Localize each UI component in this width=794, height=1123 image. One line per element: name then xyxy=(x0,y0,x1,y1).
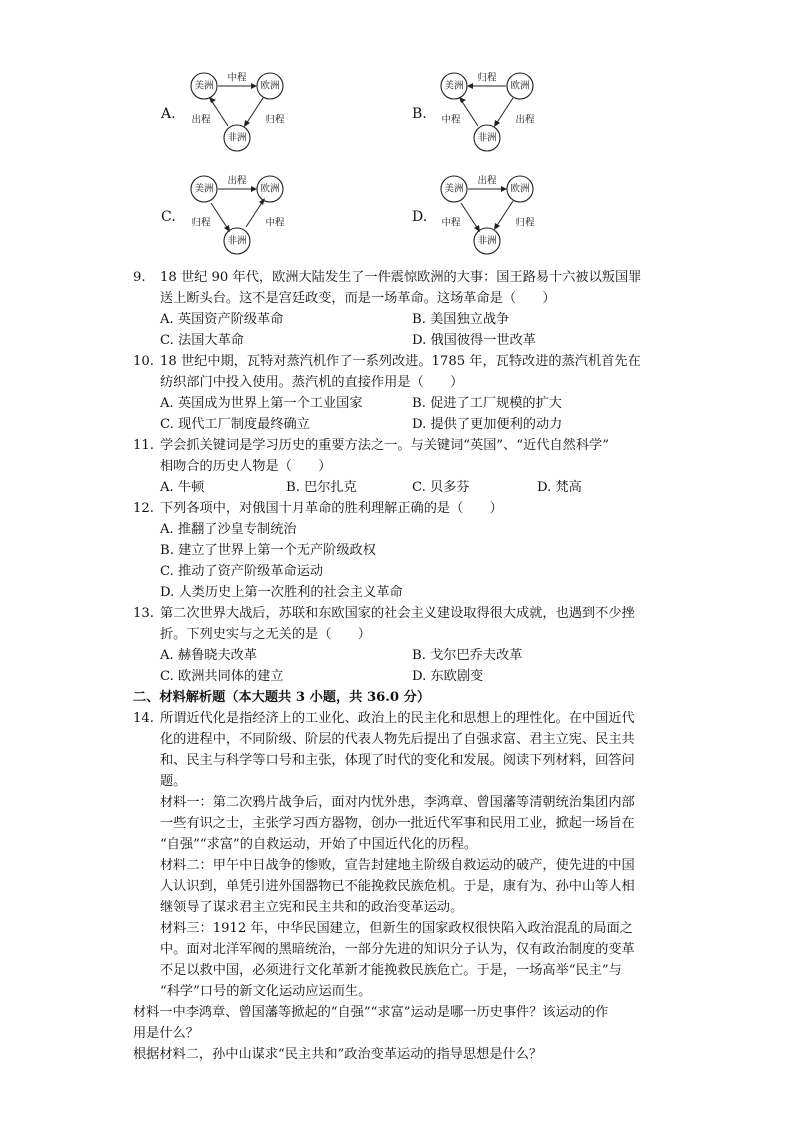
label-left: 归程 xyxy=(191,217,211,229)
choice-b[interactable]: B. 建立了世界上第一个无产阶级政权 xyxy=(160,543,376,558)
material-two: 人认识到，单凭引进外国器物已不能挽救民族危机。于是，康有为、孙中山等人相 xyxy=(160,879,635,894)
triangle-trade-diagram-c xyxy=(186,173,286,259)
question-number: 9. xyxy=(133,270,146,285)
material-three: 材料三：1912 年，中华民国建立，但新生的国家政权很快陷入政治混乱的局面之 xyxy=(160,921,633,936)
choice-a[interactable]: A. 英国资产阶级革命 xyxy=(160,312,284,327)
choice-a[interactable]: A. 推翻了沙皇专制统治 xyxy=(160,522,297,537)
question-intro: 所谓近代化是指经济上的工业化、政治上的民主化和思想上的理性化。在中国近代 xyxy=(160,711,635,726)
node-africa-label: 非洲 xyxy=(227,235,247,247)
node-europe-label: 欧洲 xyxy=(260,80,280,92)
choice-c[interactable]: C. 现代工厂制度最终确立 xyxy=(160,417,310,432)
question-stem: 18 世纪 90 年代，欧洲大陆发生了一件震惊欧洲的大事：国王路易十六被以叛国罪 xyxy=(160,270,642,285)
node-europe-label: 欧洲 xyxy=(260,183,280,195)
choice-d[interactable]: D. 东欧剧变 xyxy=(412,669,484,684)
choice-a[interactable]: A. 赫鲁晓夫改革 xyxy=(160,648,258,663)
label-left: 出程 xyxy=(191,114,211,126)
question-number: 11. xyxy=(133,438,154,453)
question-number: 14. xyxy=(133,711,154,726)
arrow-right xyxy=(246,98,263,124)
question-stem: 送上断头台。这不是宫廷政变，而是一场革命。这场革命是（ ） xyxy=(160,291,556,306)
sub-question-2: 根据材料二，孙中山谋求“民主共和”政治变革运动的指导思想是什么？ xyxy=(133,1047,543,1062)
node-america-label: 美洲 xyxy=(444,183,464,195)
choice-b[interactable]: B. 戈尔巴乔夫改革 xyxy=(412,648,523,663)
question-stem: 学会抓关键词是学习历史的重要方法之一。与关键词“英国”、“近代自然科学” xyxy=(160,438,609,453)
arrow-left xyxy=(461,100,478,126)
question-number: 10. xyxy=(133,354,154,369)
material-one: 材料一：第二次鸦片战争后，面对内忧外患，李鸿章、曾国藩等清朝统治集团内部 xyxy=(160,795,635,810)
arrow-right xyxy=(496,98,513,124)
material-three: “科学”口号的新文化运动应运而生。 xyxy=(160,984,372,999)
arrow-left xyxy=(211,100,228,126)
material-three: 中。面对北洋军阀的黑暗统治，一部分先进的知识分子认为，仅有政治制度的变革 xyxy=(160,942,635,957)
choice-c[interactable]: C. 欧洲共同体的建立 xyxy=(160,669,284,684)
label-right: 归程 xyxy=(265,114,285,126)
node-africa-label: 非洲 xyxy=(477,132,497,144)
question-stem: 第二次世界大战后，苏联和东欧国家的社会主义建设取得很大成就，也遇到不少挫 xyxy=(160,606,635,621)
choice-b[interactable]: B. 促进了工厂规模的扩大 xyxy=(412,396,562,411)
question-stem: 相吻合的历史人物是（ ） xyxy=(160,459,332,474)
label-left: 中程 xyxy=(441,217,461,229)
option-a-letter: A. xyxy=(161,106,176,122)
option-b-letter: B. xyxy=(412,106,427,122)
section-heading: 二、材料解析题（本大题共 3 小题，共 36.0 分） xyxy=(133,690,431,705)
choice-b[interactable]: B. 美国独立战争 xyxy=(412,312,510,327)
label-top: 中程 xyxy=(227,72,247,84)
option-d-letter: D. xyxy=(412,209,428,225)
arrowhead-left xyxy=(224,225,230,232)
question-number: 13. xyxy=(133,606,154,621)
question-stem: 下列各项中，对俄国十月革命的胜利理解正确的是（ ） xyxy=(160,501,503,516)
question-intro: 题。 xyxy=(160,774,187,789)
sub-question-1: 材料一中李鸿章、曾国藩等掀起的“自强”“求富”运动是哪一历史事件？该运动的作 xyxy=(133,1005,609,1020)
arrowhead-top xyxy=(501,186,507,192)
arrowhead-left xyxy=(474,225,480,232)
choice-c[interactable]: C. 贝多芬 xyxy=(412,480,470,495)
node-america-label: 美洲 xyxy=(444,80,464,92)
triangle-trade-diagram-a xyxy=(186,70,286,156)
choice-c[interactable]: C. 推动了资产阶级革命运动 xyxy=(160,564,324,579)
arrowhead-top xyxy=(251,186,257,192)
choice-d[interactable]: D. 梵高 xyxy=(537,480,582,495)
question-stem: 18 世纪中期，瓦特对蒸汽机作了一系列改进。1785 年，瓦特改进的蒸汽机首先在 xyxy=(160,354,641,369)
node-europe-label: 欧洲 xyxy=(510,183,530,195)
arrowhead-right xyxy=(244,120,250,127)
material-two: 继领导了谋求君主立宪和民主共和的政治变革运动。 xyxy=(160,900,464,915)
arrow-right xyxy=(246,201,263,227)
label-top: 出程 xyxy=(477,175,497,187)
material-three: 不足以救中国，必须进行文化革新才能挽救民族危亡。于是，一场高举“民主”与 xyxy=(160,963,622,978)
choice-d[interactable]: D. 提供了更加便利的动力 xyxy=(412,417,563,432)
node-america-label: 美洲 xyxy=(194,80,214,92)
arrow-right xyxy=(496,201,513,227)
choice-a[interactable]: A. 英国成为世界上第一个工业国家 xyxy=(160,396,363,411)
arrowhead-left xyxy=(209,97,216,103)
choice-d[interactable]: D. 俄国彼得一世改革 xyxy=(412,333,536,348)
arrowhead-right xyxy=(494,223,500,230)
arrowhead-top xyxy=(467,83,473,89)
choice-a[interactable]: A. 牛顿 xyxy=(160,480,205,495)
label-right: 归程 xyxy=(515,217,535,229)
arrowhead-right xyxy=(494,120,500,127)
question-stem: 纺织部门中投入使用。蒸汽机的直接作用是（ ） xyxy=(160,375,464,390)
arrow-left xyxy=(211,203,228,229)
material-one: 一些有识之士，主张学习西方器物，创办一批近代军事和民用工业，掀起一场旨在 xyxy=(160,816,635,831)
node-africa-label: 非洲 xyxy=(227,132,247,144)
label-left: 中程 xyxy=(441,114,461,126)
label-right: 中程 xyxy=(265,217,285,229)
option-c-letter: C. xyxy=(161,209,176,225)
choice-c[interactable]: C. 法国大革命 xyxy=(160,333,244,348)
sub-question-1: 用是什么？ xyxy=(133,1026,199,1041)
arrow-left xyxy=(461,203,478,229)
node-europe-label: 欧洲 xyxy=(510,80,530,92)
material-two: 材料二：甲午中日战争的惨败，宣告封建地主阶级自救运动的破产，使先进的中国 xyxy=(160,858,635,873)
choice-d[interactable]: D. 人类历史上第一次胜利的社会主义革命 xyxy=(160,585,403,600)
material-one: “自强”“求富”的自救运动，开始了中国近代化的历程。 xyxy=(160,837,478,852)
node-america-label: 美洲 xyxy=(194,183,214,195)
triangle-trade-diagram-d xyxy=(436,173,536,259)
triangle-trade-diagram-b xyxy=(436,70,536,156)
question-intro: 化的进程中，不同阶级、阶层的代表人物先后提出了自强求富、君主立宪、民主共 xyxy=(160,732,635,747)
node-africa-label: 非洲 xyxy=(477,235,497,247)
arrowhead-left xyxy=(459,97,466,103)
choice-b[interactable]: B. 巴尔扎克 xyxy=(286,480,357,495)
arrowhead-top xyxy=(251,83,257,89)
label-right: 出程 xyxy=(515,114,535,126)
label-top: 归程 xyxy=(477,72,497,84)
question-intro: 和、民主与科学等口号和主张，体现了时代的变化和发展。阅读下列材料，回答问 xyxy=(160,753,635,768)
label-top: 出程 xyxy=(227,175,247,187)
question-stem: 折。下列史实与之无关的是（ ） xyxy=(160,627,371,642)
question-number: 12. xyxy=(133,501,154,516)
